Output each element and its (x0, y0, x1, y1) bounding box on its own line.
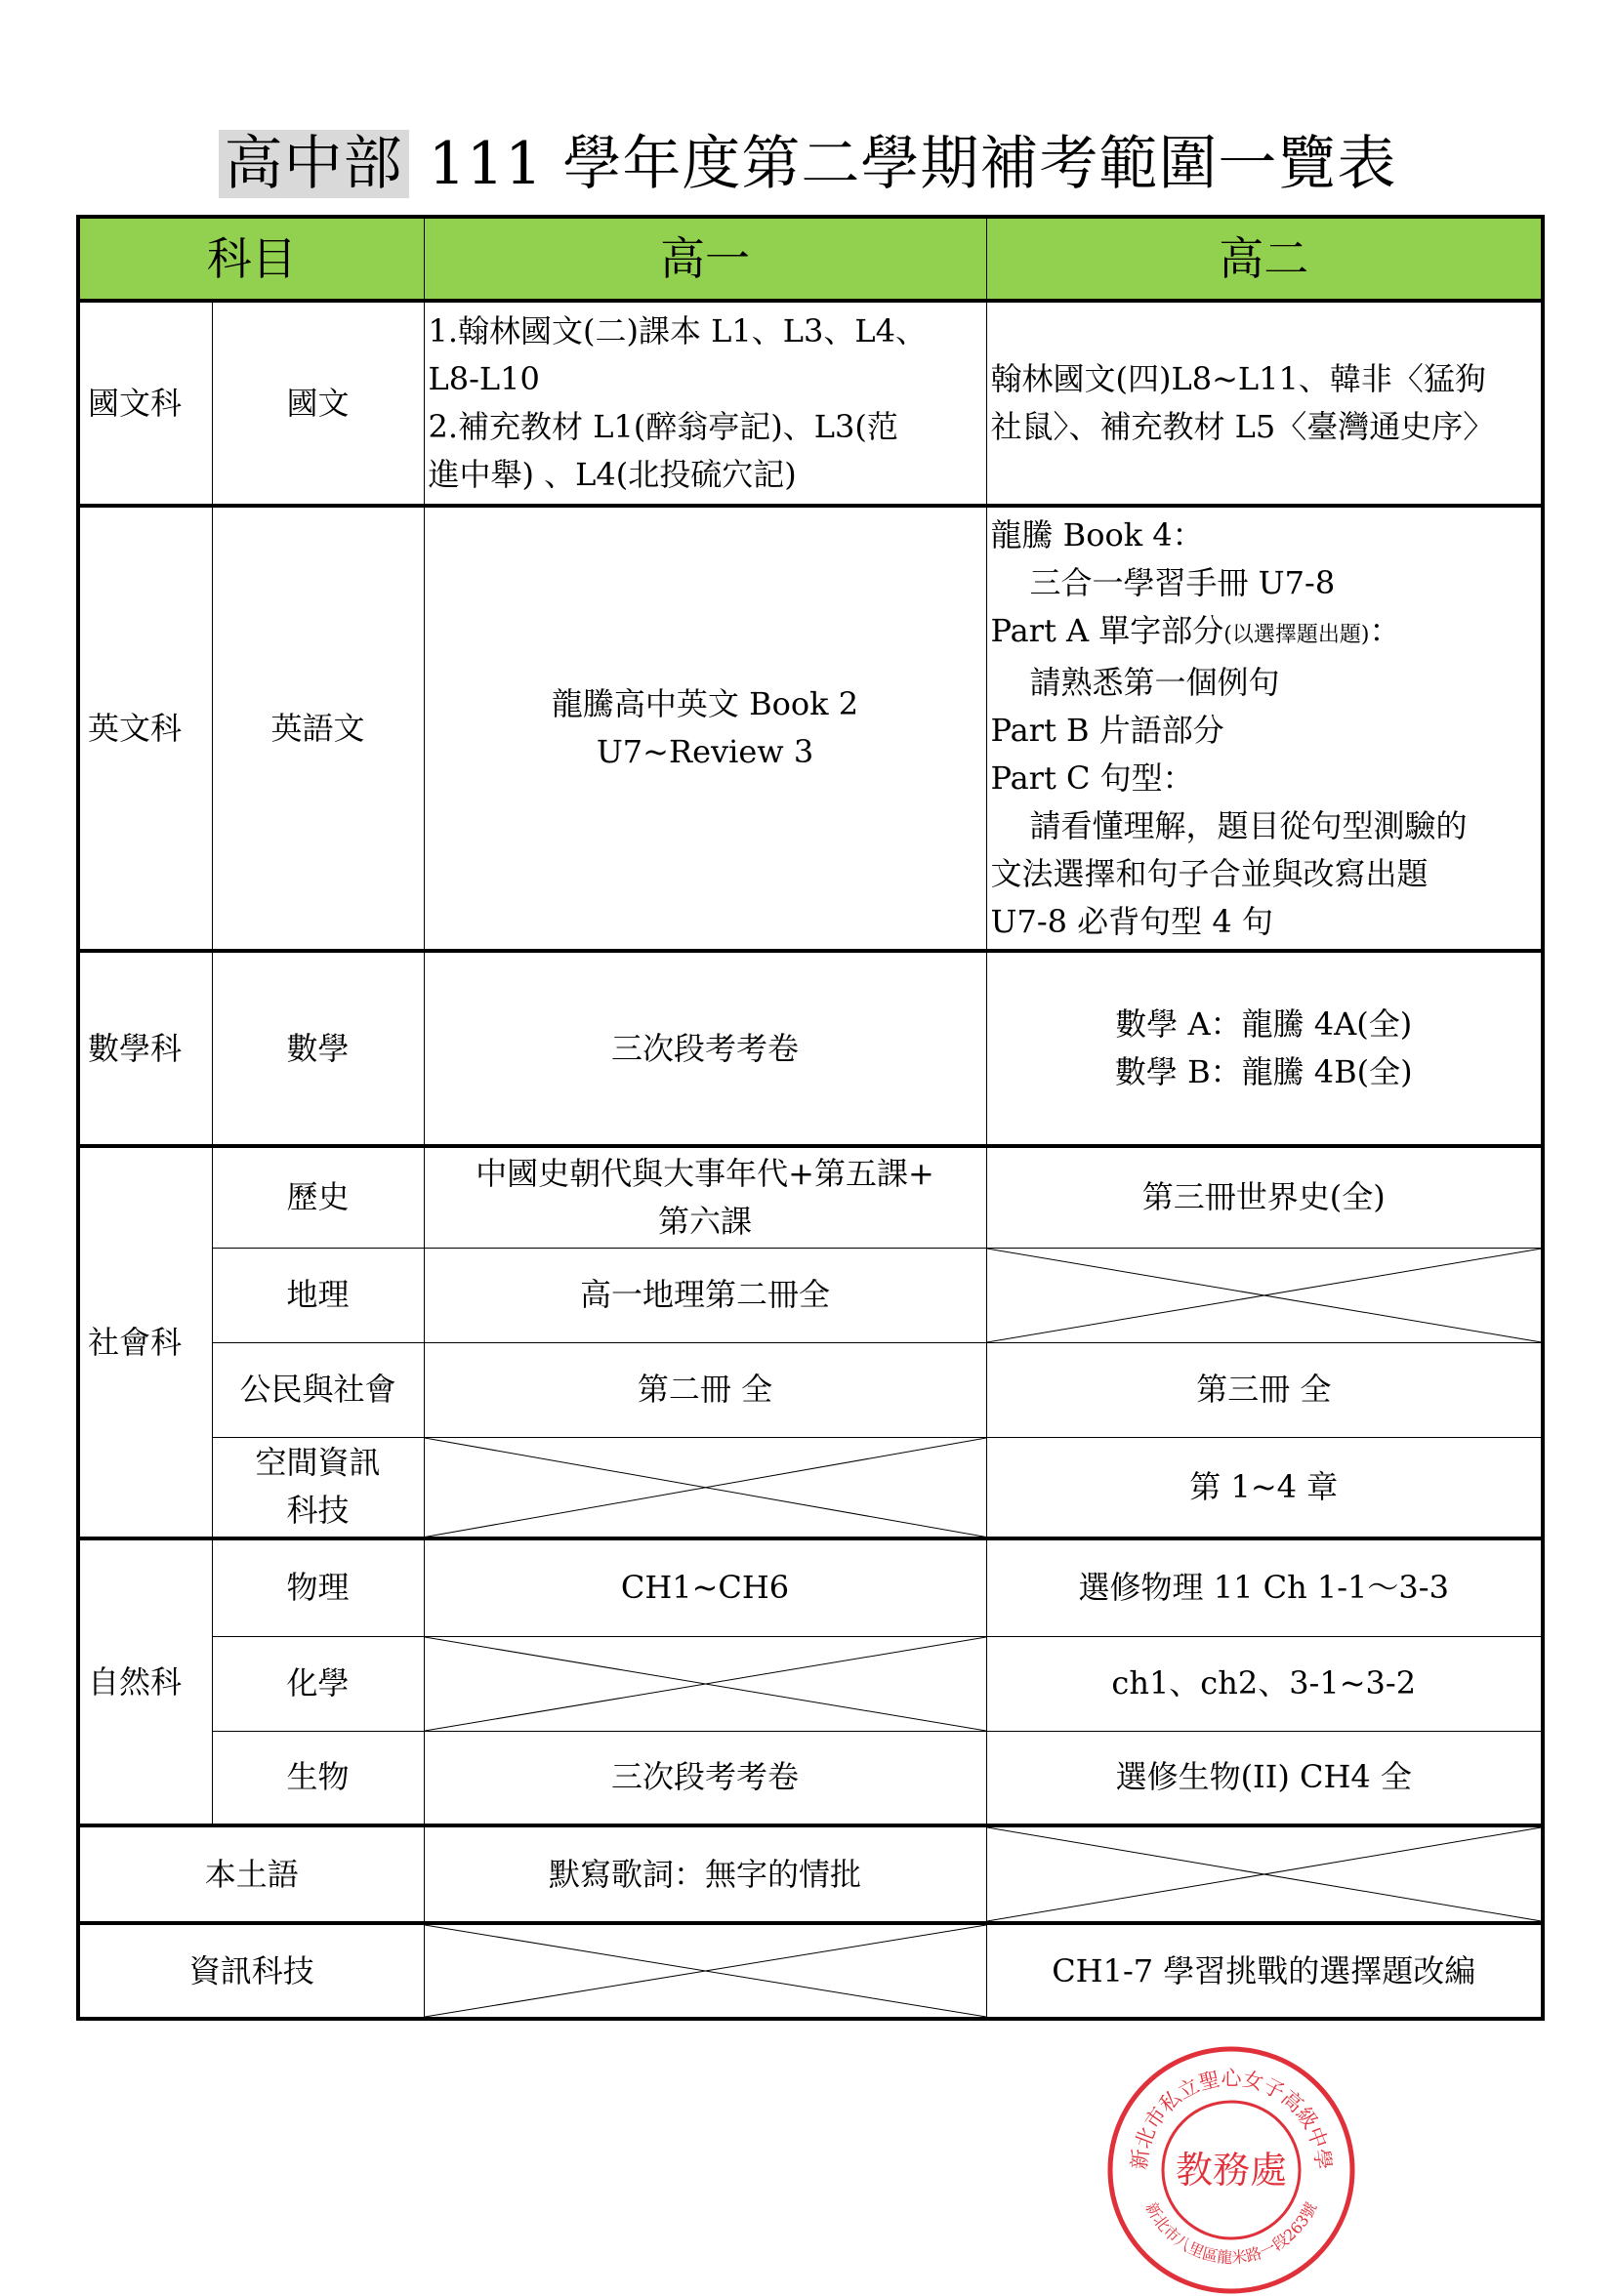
line: 中國史朝代與大事年代+第五課+ (476, 1154, 934, 1192)
table-row (78, 1731, 1543, 1825)
line: U7~Review 3 (596, 733, 814, 770)
dept-chinese: 國文科 (78, 301, 212, 506)
subject-chinese: 國文 (212, 301, 424, 506)
line: Part B 片語部分 (990, 711, 1224, 749)
seal-ring-text: 新北市私立聖心女子高級中學 (1127, 2067, 1336, 2171)
subject-native: 本土語 (78, 1825, 424, 1923)
dept-science: 自然科 (78, 1538, 212, 1825)
math-g2 (986, 951, 1543, 1146)
line: Part C 句型： (990, 758, 1194, 797)
line: 科技 (286, 1492, 350, 1530)
title-text: 111 學年度第二學期補考範圍一覽表 (428, 130, 1397, 198)
english-g1 (424, 506, 986, 951)
table-row (78, 1923, 1543, 2019)
table-row (78, 1636, 1543, 1731)
line: 文法選擇和句子合並與改寫出題 (990, 854, 1429, 892)
empty-cell (424, 1636, 986, 1731)
history-g1 (424, 1146, 986, 1248)
table-row (78, 1437, 1543, 1538)
empty-cell (986, 1825, 1543, 1923)
table-row (78, 506, 1543, 951)
physics-g2: 選修物理 11 Ch 1-1～3-3 (986, 1538, 1543, 1636)
line: 龍騰高中英文 Book 2 (551, 685, 859, 722)
line: 空間資訊 (255, 1444, 381, 1482)
civics-g2: 第三冊 全 (986, 1342, 1543, 1437)
subject-civics: 公民與社會 (212, 1342, 424, 1437)
empty-cell (424, 1437, 986, 1538)
line: 翰林國文(四)L8~L11、韓非〈猛狗 (990, 360, 1486, 397)
table-row (78, 1538, 1543, 1636)
table-row (78, 1342, 1543, 1437)
exam-range-table (76, 215, 1545, 2021)
dept-math: 數學科 (78, 951, 212, 1146)
line: 進中舉) 、L4(北投硫穴記) (428, 456, 797, 493)
gis-g2: 第 1~4 章 (986, 1437, 1543, 1538)
biology-g2: 選修生物(II) CH4 全 (986, 1731, 1543, 1825)
chinese-g2 (986, 301, 1543, 506)
chemistry-g2: ch1、ch2、3-1~3-2 (986, 1636, 1543, 1731)
subject-gis (212, 1437, 424, 1538)
empty-cell (986, 1248, 1543, 1342)
dept-social: 社會科 (78, 1146, 212, 1538)
dept-english: 英文科 (78, 506, 212, 951)
cross-mark (425, 1637, 986, 1731)
line: 1.翰林國文(二)課本 L1、L3、L4、 (428, 312, 928, 349)
chinese-g1 (424, 301, 986, 506)
line: 數學 B：龍騰 4B(全) (1114, 1053, 1413, 1090)
line-note: (以選擇題出題) (1223, 622, 1370, 647)
subject-physics: 物理 (212, 1538, 424, 1636)
line: 三合一學習手冊 U7-8 (1029, 563, 1336, 601)
table-row (78, 1825, 1543, 1923)
math-g1: 三次段考考卷 (424, 951, 986, 1146)
line: 第六課 (657, 1202, 752, 1240)
biology-g1: 三次段考考卷 (424, 1731, 986, 1825)
cross-mark (425, 1438, 986, 1538)
subject-history: 歷史 (212, 1146, 424, 1248)
geography-g1: 高一地理第二冊全 (424, 1248, 986, 1342)
empty-cell (424, 1923, 986, 2019)
table-header-row (78, 217, 1543, 301)
header-grade1: 高一 (424, 217, 986, 301)
table-row (78, 301, 1543, 506)
header-subject: 科目 (78, 217, 424, 301)
table-row (78, 1248, 1543, 1342)
cross-mark (425, 1925, 986, 2017)
cross-mark (987, 1827, 1542, 1921)
subject-geography: 地理 (212, 1248, 424, 1342)
page-title (0, 125, 1615, 203)
seal-center-text: 教務處 (1175, 2149, 1288, 2192)
table-row (78, 951, 1543, 1146)
line: 請看懂理解，題目從句型測驗的 (1029, 806, 1468, 844)
line (991, 607, 1542, 659)
title-highlight: 高中部 (219, 130, 409, 198)
subject-it: 資訊科技 (78, 1923, 424, 2019)
subject-biology: 生物 (212, 1731, 424, 1825)
line: U7-8 必背句型 4 句 (990, 902, 1273, 940)
subject-math: 數學 (212, 951, 424, 1146)
civics-g1: 第二冊 全 (424, 1342, 986, 1437)
line: L8-L10 (428, 360, 540, 397)
line: 社鼠〉、補充教材 L5〈臺灣通史序〉 (990, 408, 1495, 445)
line: 請熟悉第一個例句 (1029, 663, 1280, 701)
physics-g1: CH1~CH6 (424, 1538, 986, 1636)
school-seal (1105, 2044, 1357, 2296)
header-grade2: 高二 (986, 217, 1543, 301)
it-g2: CH1-7 學習挑戰的選擇題改編 (986, 1923, 1543, 2019)
table-row (78, 1146, 1543, 1248)
line: 數學 A：龍騰 4A(全) (1115, 1005, 1413, 1043)
subject-english: 英語文 (212, 506, 424, 951)
native-g1: 默寫歌詞：無字的情批 (424, 1825, 986, 1923)
history-g2: 第三冊世界史(全) (986, 1146, 1543, 1248)
line-part: Part A 單字部分 (990, 611, 1224, 649)
line-part: ： (1369, 611, 1401, 649)
subject-chemistry: 化學 (212, 1636, 424, 1731)
seal-address-text: 新北市八里區龍米路一段263號 (1141, 2198, 1321, 2268)
english-g2 (986, 506, 1543, 951)
cross-mark (987, 1249, 1542, 1342)
line: 龍騰 Book 4： (990, 515, 1204, 554)
line: 2.補充教材 L1(醉翁亭記)、L3(范 (428, 408, 898, 445)
